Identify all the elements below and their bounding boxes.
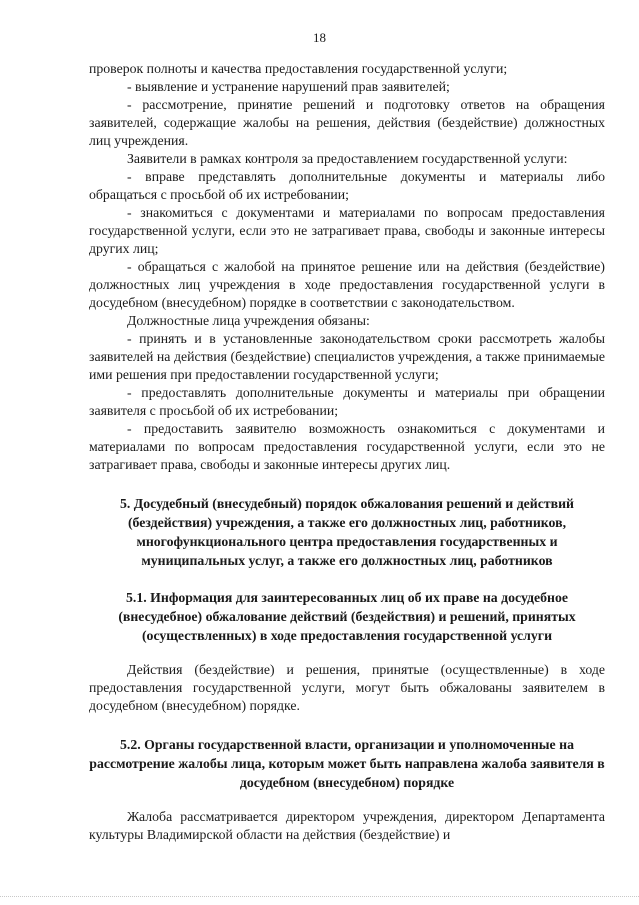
section-5-heading: 5. Досудебный (внесудебный) порядок обжалования решений и действий (бездействия) учреждения, а также его должностных лиц, работников, многофункционального центра предоставления государственных и муниципальных услуг, а также его должностных лиц, работников <box>119 496 575 568</box>
paragraph: проверок полноты и качества предоставления государственной услуги; <box>89 61 508 76</box>
paragraph: Заявители в рамках контроля за предоставлением государственной услуги: <box>127 151 568 166</box>
paragraph: - выявление и устранение нарушений прав заявителей; <box>127 79 450 94</box>
section-5-2-body: Жалоба рассматривается директором учреждения, директором Департамента культуры Владимирской области на действия (бездействие) и <box>89 809 605 842</box>
paragraph: - обращаться с жалобой на принятое решение или на действия (бездействие) должностных лиц учреждения в ходе предоставления государственной услуги в досудебном (внесудебном) порядке в соответствии с законодательством. <box>89 259 605 310</box>
paragraph: - предоставить заявителю возможность ознакомиться с документами и материалами по вопросам предоставления государственной услуги, если это не затрагивает права, свободы и законные интересы других лиц. <box>89 421 605 472</box>
page-bottom-edge <box>0 896 639 897</box>
section-5-1-heading: 5.1. Информация для заинтересованных лиц об их праве на досудебное (внесудебное) обжалование действий (бездействия) и решений, принятых (осуществленных) в ходе предоставления государственной услуги <box>118 590 576 643</box>
top-paragraphs <box>89 60 605 474</box>
section-5-2-heading: 5.2. Органы государственной власти, организации и уполномоченные на рассмотрение жалобы лица, которым может быть направлена жалоба заявителя в досудебном (внесудебном) порядке <box>89 737 605 790</box>
document-body <box>89 60 605 844</box>
paragraph: - принять и в установленные законодательством сроки рассмотреть жалобы заявителей на действия (бездействие) специалистов учреждения, а также принимаемые ими решения при предоставлении государственной услуги; <box>89 331 605 382</box>
paragraph: - вправе представлять дополнительные документы и материалы либо обращаться с просьбой об их истребовании; <box>89 169 605 202</box>
section-5-1-body: Действия (бездействие) и решения, принятые (осуществленные) в ходе предоставления государственной услуги, могут быть обжалованы заявителем в досудебном (внесудебном) порядке. <box>89 662 605 713</box>
paragraph: - знакомиться с документами и материалами по вопросам предоставления государственной услуги, если это не затрагивает права, свободы и законные интересы других лиц; <box>89 205 605 256</box>
page-number: 18 <box>313 30 326 45</box>
paragraph: - рассмотрение, принятие решений и подготовку ответов на обращения заявителей, содержащие жалобы на решения, действия (бездействие) должностных лиц учреждения. <box>89 97 605 148</box>
paragraph: Должностные лица учреждения обязаны: <box>127 313 370 328</box>
paragraph: - предоставлять дополнительные документы и материалы при обращении заявителя с просьбой об их истребовании; <box>89 385 605 418</box>
